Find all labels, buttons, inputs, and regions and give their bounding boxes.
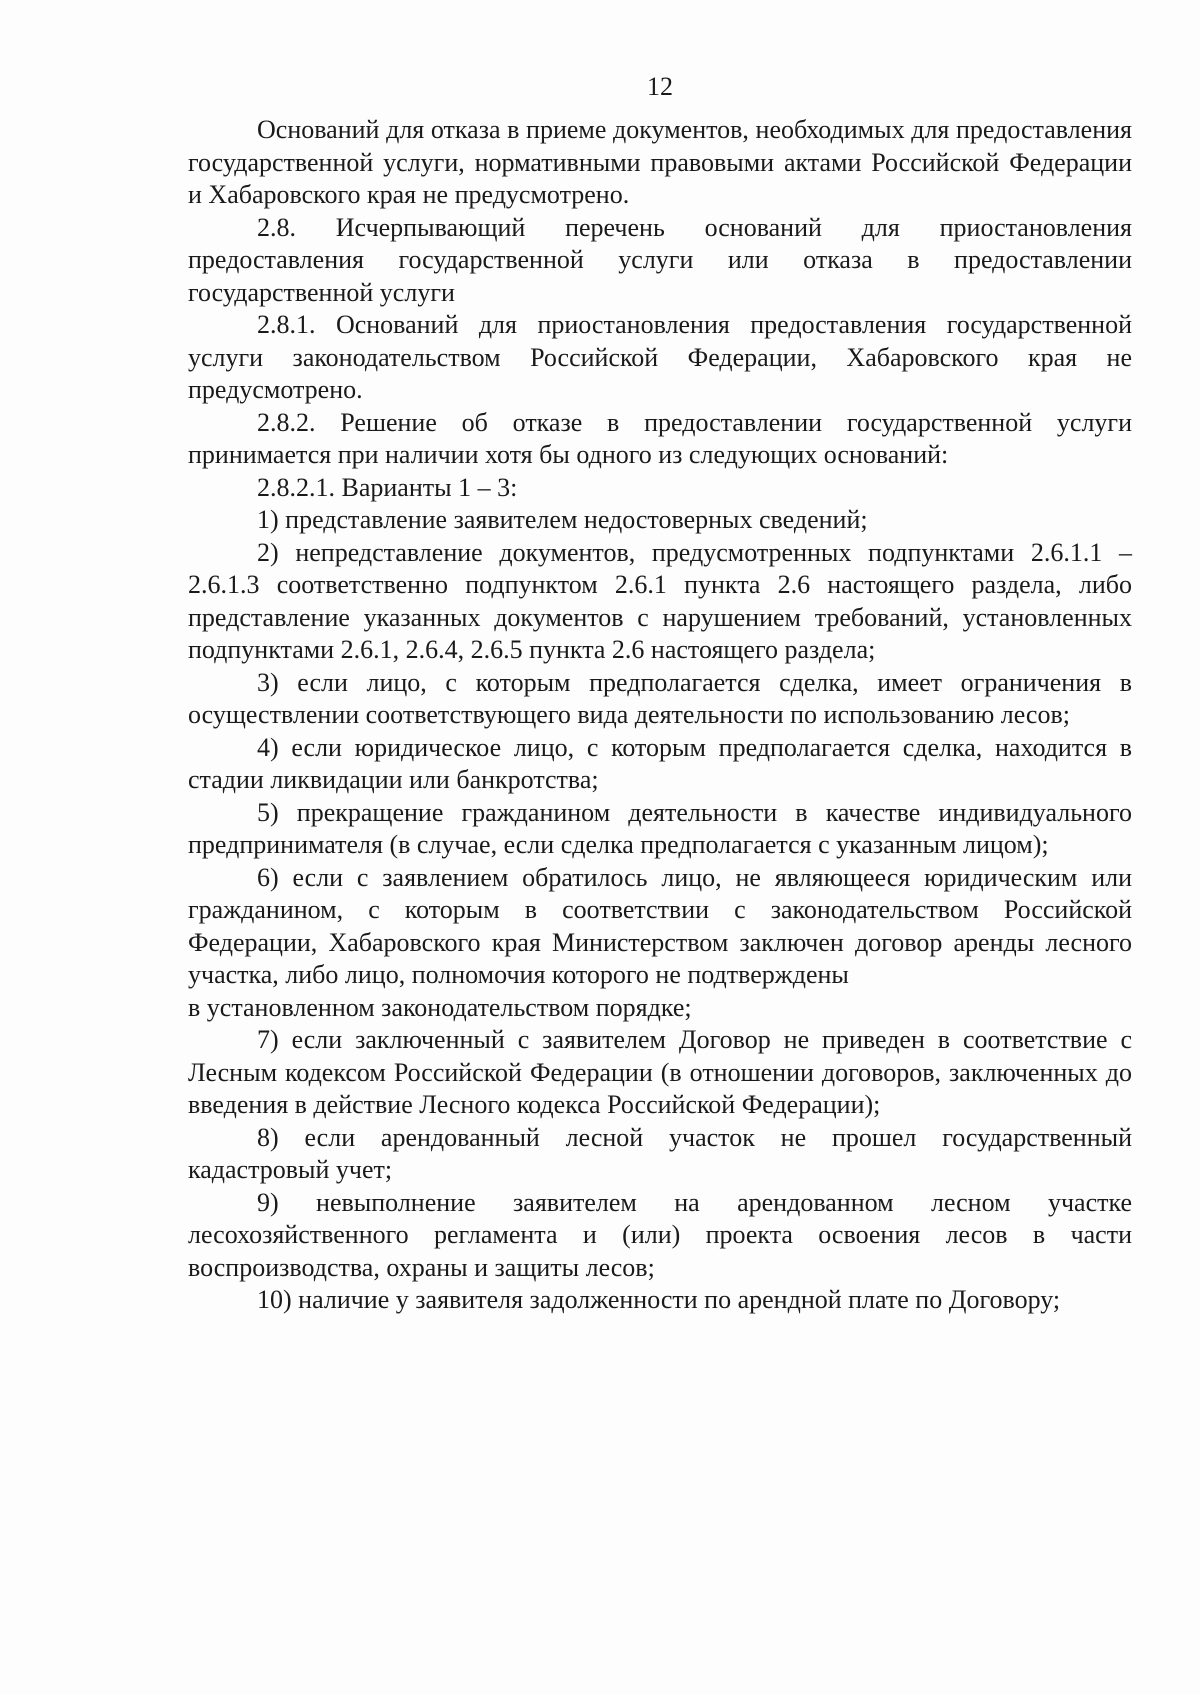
- list-item-10: 10) наличие у заявителя задолженности по арендной плате по Договору;: [257, 1285, 1061, 1314]
- list-item-7: 7) если заключенный с заявителем Договор не приведен в соответствие с Лесным кодексом Российской Федерации (в отношении договоров, заключенных до введения в действие Лесного кодекса Российской Федерации);: [188, 1025, 1132, 1119]
- list-item-4: 4) если юридическое лицо, с которым предполагается сделка, находится в стадии ликвидации или банкротства;: [188, 732, 1132, 794]
- list-item-3: 3) если лицо, с которым предполагается сделка, имеет ограничения в осуществлении соответствующего вида деятельности по использованию лесов;: [188, 667, 1132, 729]
- list-item-2: 2) непредставление документов, предусмотренных подпунктами 2.6.1.1 – 2.6.1.3 соответственно подпунктом 2.6.1 пункта 2.6 настоящего раздела, либо представление указанных документов с нарушением требований, установленных подпунктами 2.6.1, 2.6.4, 2.6.5 пункта 2.6 настоящего раздела;: [188, 537, 1132, 664]
- list-item-6-continuation: в установленном законодательством порядке;: [188, 992, 692, 1022]
- list-item-8: 8) если арендованный лесной участок не прошел государственный кадастровый учет;: [188, 1122, 1132, 1184]
- list-item-9: 9) невыполнение заявителем на арендованном лесном участке лесохозяйственного регламента и (или) проекта освоения лесов в части воспроизводства, охраны и защиты лесов;: [188, 1187, 1132, 1282]
- page-number: 12: [647, 72, 673, 101]
- paragraph-section-2-8-1: 2.8.1. Оснований для приостановления предоставления государственной услуги законодательством Российской Федерации, Хабаровского края не предусмотрено.: [188, 310, 1132, 404]
- paragraph-grounds-refusal-documents: Оснований для отказа в приеме документов, необходимых для предоставления государственной услуги, нормативными правовыми актами Российской Федерации и Хабаровского края не предусмотрено.: [188, 115, 1132, 209]
- paragraph-section-2-8-2-1: 2.8.2.1. Варианты 1 – 3:: [257, 472, 518, 502]
- list-item-6: 6) если с заявлением обратилось лицо, не являющееся юридическим или гражданином, с которым в соответствии с законодательством Российской Федерации, Хабаровского края Министерством заключен договор аренды лесного участка, либо лицо, полномочия которого не подтверждены: [188, 862, 1132, 989]
- list-item-5: 5) прекращение гражданином деятельности в качестве индивидуального предпринимателя (в случае, если сделка предполагается с указанным лицом);: [188, 797, 1132, 859]
- list-item-1: 1) представление заявителем недостоверных сведений;: [257, 505, 868, 534]
- paragraph-section-2-8-heading: 2.8. Исчерпывающий перечень оснований для приостановления предоставления государственной услуги или отказа в предоставлении государственной услуги: [188, 212, 1132, 307]
- document-body: [188, 114, 1132, 1317]
- paragraph-section-2-8-2: 2.8.2. Решение об отказе в предоставлении государственной услуги принимается при наличии хотя бы одного из следующих оснований:: [188, 407, 1132, 469]
